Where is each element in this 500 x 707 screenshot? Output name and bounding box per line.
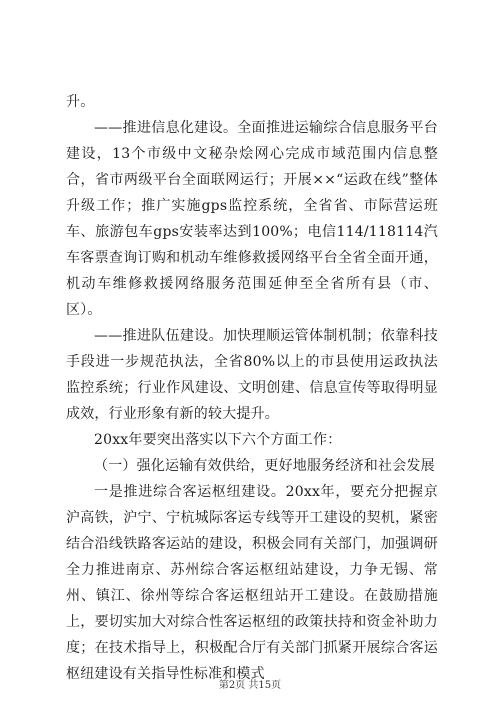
paragraph-six-tasks-intro: 20xx年要突出落实以下六个方面工作：: [94, 432, 342, 448]
paragraph-hub-construction: 一是推进综合客运枢纽建设。20xx年，要充分把握京沪高铁，沪宁、宁杭城际客运专线等开工建设的契机，紧密结合沿线铁路客运站的建设，积极会同有关部门，加强调研全力推进南京、苏州综合客运枢纽站建设，力争无锡、常州、镇江、徐州等综合客运枢纽站开工建设。在鼓励措施上，要切实加大对综合性客运枢纽的政策扶持和资金补助力度；在技术指导上，积极配合厅有关部门抓紧开展综合客运枢纽建设有关指导性标准和模式: [66, 484, 438, 682]
document-body: [66, 89, 438, 687]
section-heading-one: （一）强化运输有效供给，更好地服务经济和社会发展: [94, 458, 435, 474]
paragraph-information-construction: ——推进信息化建设。全面推进运输综合信息服务平台建设，13个市级中文秘杂烩网心完成市域范围内信息整合，省市两级平台全面联网运行；开展××“运政在线”整体升级工作；推广实施gps监控系统，全省省、市际营运班车、旅游包车gps安装率达到100%；电信114/118114汽车客票查询订购和机动车维修救援网络平台全省全面开通，机动车维修救援网络服务范围延伸至全省所有县（市、区）。: [66, 120, 438, 318]
paragraph-team-construction: ——推进队伍建设。加快理顺运管体制机制；依靠科技手段进一步规范执法，全省80%以上的市县使用运政执法监控系统；行业作风建设、文明创建、信息宣传等取得明显成效，行业形象有新的较大提升。: [66, 328, 438, 422]
page-footer: 第2页 共15页: [218, 680, 282, 691]
paragraph-continuation: 升。: [66, 94, 95, 110]
